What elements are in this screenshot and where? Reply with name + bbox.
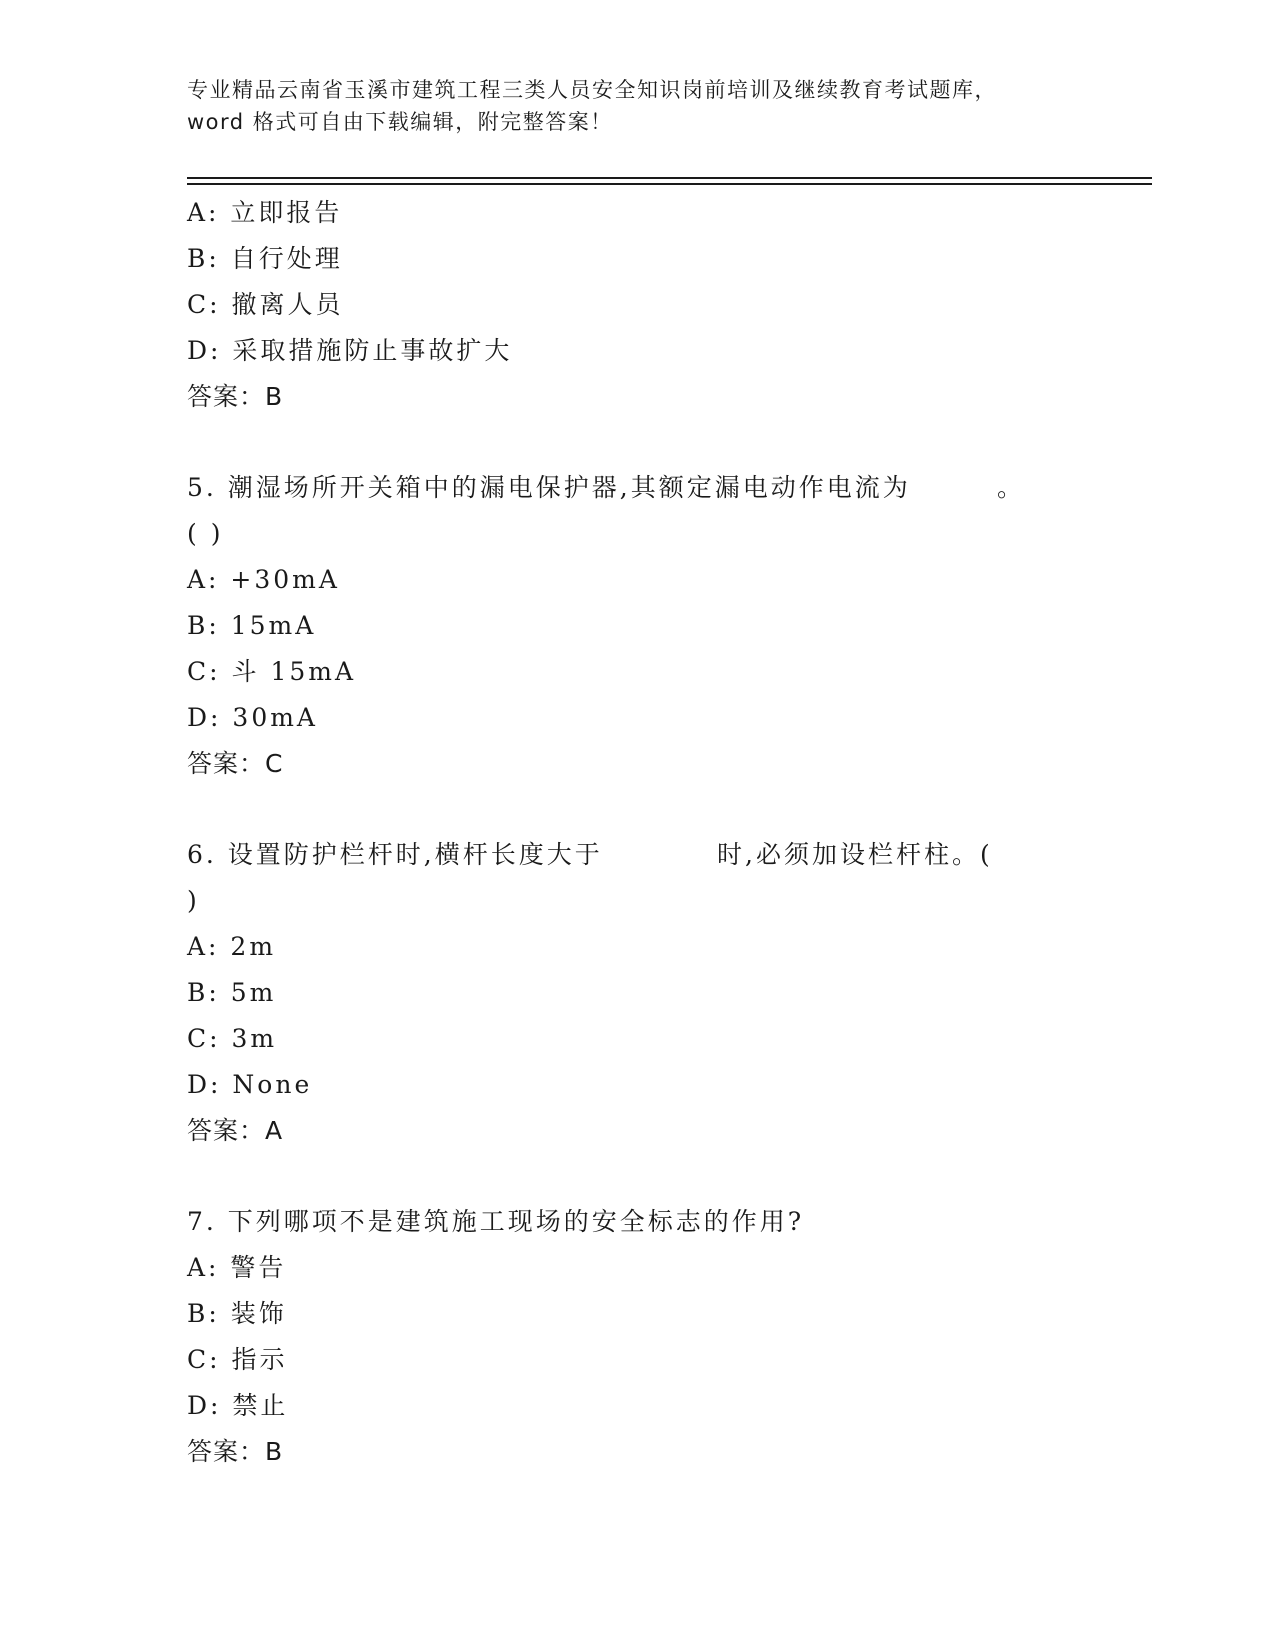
option-d: D: 30mA <box>187 703 318 732</box>
option-b: B: 5m <box>187 978 277 1007</box>
option-a: A: +30mA <box>187 565 340 594</box>
option-c: C: 3m <box>187 1024 278 1053</box>
option-d: D: 采取措施防止事故扩大 <box>187 336 513 365</box>
header-divider-bottom <box>187 183 1152 185</box>
question-text <box>187 465 1087 511</box>
option-b: B: 15mA <box>187 611 317 640</box>
question-stem: 6. 设置防护栏杆时,横杆长度大于 <box>187 840 603 869</box>
option-d: D: 禁止 <box>187 1391 289 1420</box>
question-list <box>187 190 1087 1475</box>
option-d: D: None <box>187 1070 313 1099</box>
option-a: A: 2m <box>187 932 277 961</box>
title-line-1: 专业精品云南省玉溪市建筑工程三类人员安全知识岗前培训及继续教育考试题库， <box>187 78 997 102</box>
question-stem-tail: 。 <box>997 473 1026 502</box>
question-block-5 <box>187 465 1087 787</box>
answer: 答案：C <box>187 749 284 778</box>
answer: 答案：B <box>187 382 284 411</box>
title-line-2: word 格式可自由下载编辑，附完整答案！ <box>187 110 613 134</box>
question-text <box>187 832 1087 878</box>
option-c: C: 指示 <box>187 1345 288 1374</box>
option-c: C: 斗 15mA <box>187 657 357 686</box>
option-c: C: 撤离人员 <box>187 290 344 319</box>
question-text-continued: ) <box>187 886 200 915</box>
question-block-7 <box>187 1199 1087 1475</box>
question-block-6 <box>187 832 1087 1154</box>
header-divider-top <box>187 177 1152 179</box>
question-block-4 <box>187 190 1087 420</box>
option-b: B: 自行处理 <box>187 244 343 273</box>
answer: 答案：A <box>187 1116 284 1145</box>
question-text-continued: ( ) <box>187 519 224 548</box>
question-text: 7. 下列哪项不是建筑施工现场的安全标志的作用? <box>187 1207 805 1236</box>
option-a: A: 立即报告 <box>187 198 343 227</box>
option-b: B: 装饰 <box>187 1299 287 1328</box>
question-stem-tail: 时,必须加设栏杆柱。( <box>717 840 993 869</box>
document-title <box>187 74 1087 138</box>
option-a: A: 警告 <box>187 1253 287 1282</box>
answer: 答案：B <box>187 1437 284 1466</box>
question-stem: 5. 潮湿场所开关箱中的漏电保护器,其额定漏电动作电流为 <box>187 473 911 502</box>
